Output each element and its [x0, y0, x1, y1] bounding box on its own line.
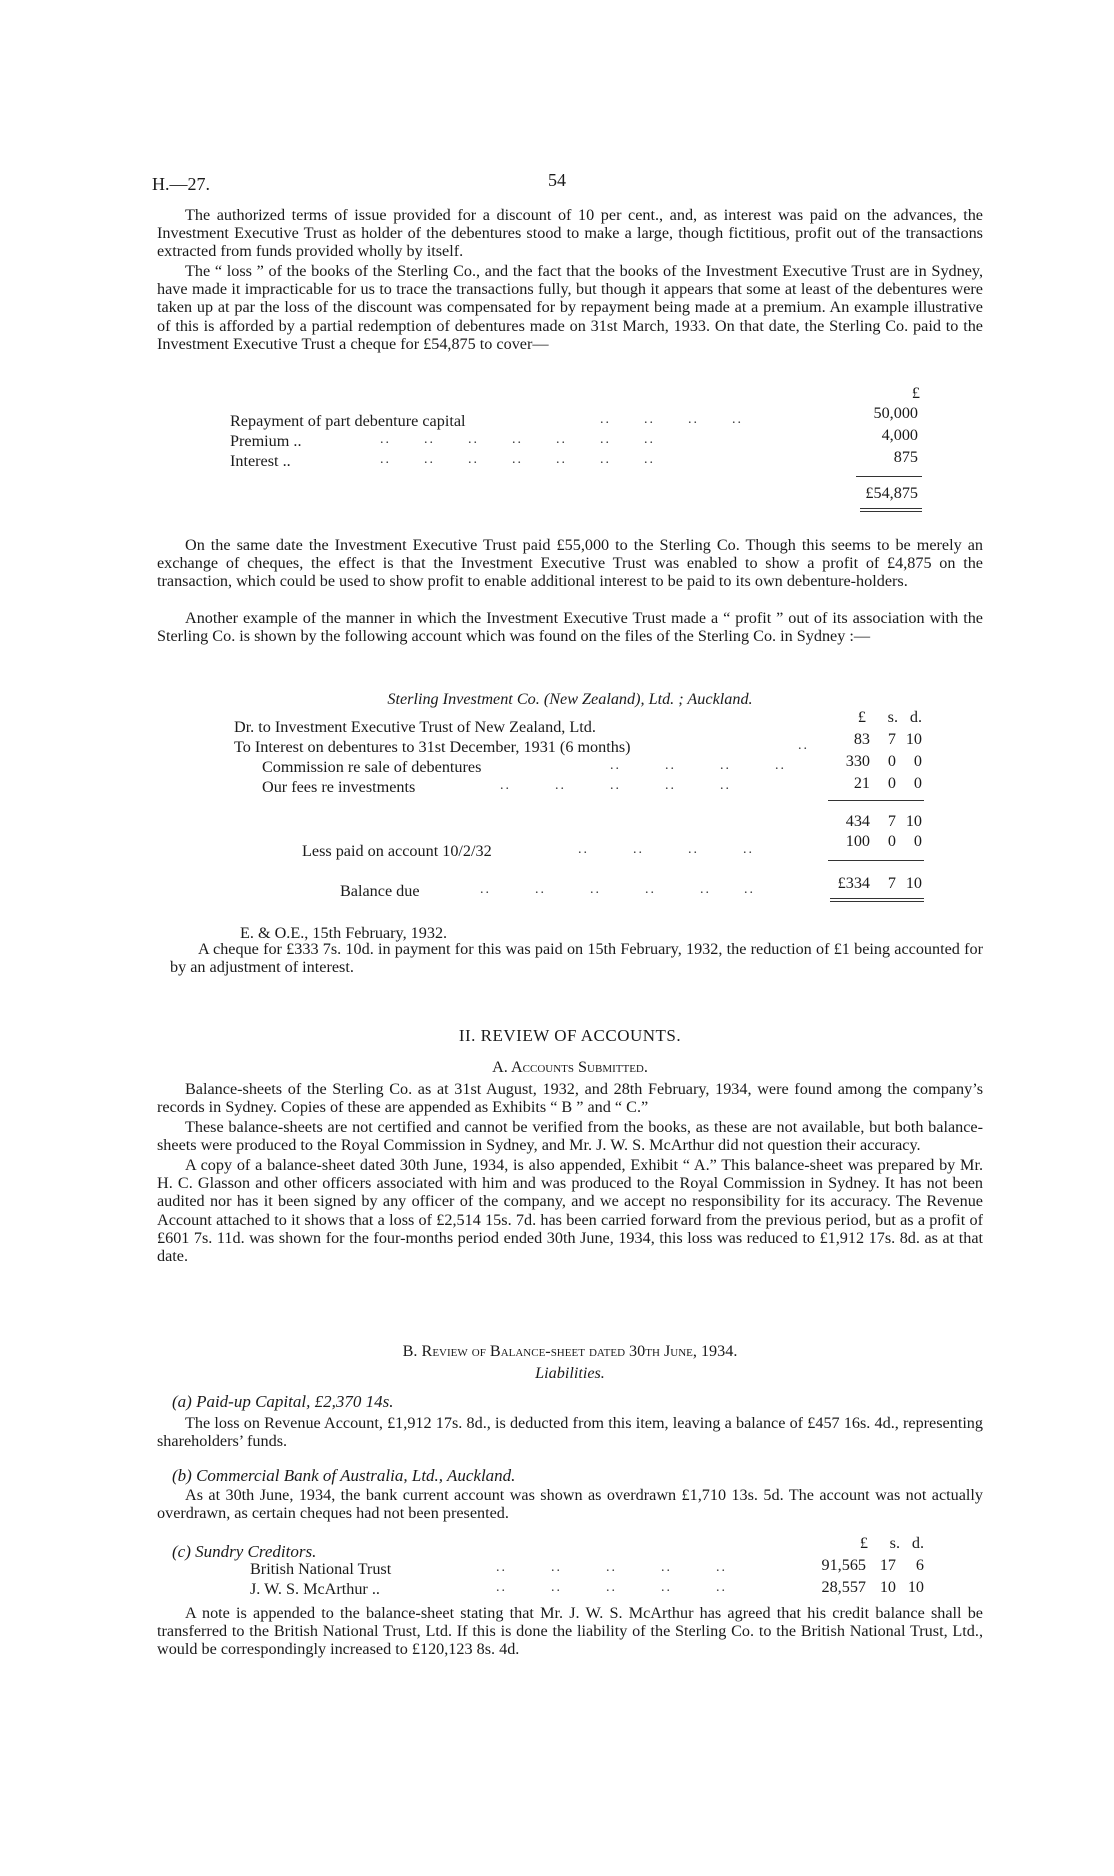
less-paid-label: Less paid on account 10/2/32 [302, 842, 492, 860]
account-row-label: To Interest on debentures to 31st December, 1931 (6 months) [234, 738, 631, 756]
balance-due-pounds: £334 [837, 874, 870, 892]
account-row-shillings: 0 [887, 774, 896, 792]
account-row-pounds: 21 [853, 774, 870, 792]
col-header-shillings: s. [887, 708, 898, 726]
balance-due-pence: 10 [905, 874, 922, 892]
table-total: £54,875 [865, 484, 918, 502]
creditor-pounds: 91,565 [821, 1556, 866, 1574]
item-a-heading: (a) Paid-up Capital, £2,370 14s. [172, 1392, 394, 1411]
leader-dots: .. .. .. .. .. .. .. [380, 452, 655, 467]
total-double-rule [860, 508, 922, 512]
col-header-pence: d. [909, 708, 922, 726]
paragraph-not-certified: These balance-sheets are not certified and cannot be verified from the books, as these are not available, but both balance-sheets were produced to the Royal Commission in Sydney, and Mr. J. W. S. McArthur did not question their accuracy. [157, 1118, 983, 1155]
account-row-pence: 0 [913, 774, 922, 792]
paragraph-exchange-of-cheques: On the same date the Investment Executive Trust paid £55,000 to the Sterling Co. Though this seems to be merely an exchange of cheques, the effect is that the Investment Executive Trust was enabled to show a profit of £4,875 on the transaction, which could be used to show profit to enable additional interest to be paid to its own debenture-holders. [157, 536, 983, 591]
paragraph-discount: The authorized terms of issue provided for a discount of 10 per cent., and, as interest was paid on the advances, the Investment Executive Trust as holder of the debentures stood to make a large, though fictitious, profit out of the transactions extracted from funds provided wholly by itself. [157, 206, 983, 261]
account-row-label: Commission re sale of debentures [262, 758, 482, 776]
col-header-pounds: £ [859, 1534, 868, 1552]
account-title: Sterling Investment Co. (New Zealand), Ltd. ; Auckland. [387, 690, 753, 708]
creditor-pence: 10 [907, 1578, 924, 1596]
creditor-shillings: 17 [879, 1556, 896, 1574]
account-row-pounds: 330 [845, 752, 870, 770]
creditor-label: J. W. S. McArthur .. [250, 1580, 380, 1598]
creditor-shillings: 10 [879, 1578, 896, 1596]
table-row-amount: 875 [893, 448, 918, 466]
less-paid-pence: 0 [913, 832, 922, 850]
leader-dots: .. .. .. .. .. .. .. [380, 432, 655, 447]
col-header-pounds: £ [857, 708, 866, 726]
leader-dots: .. .. .. .. .. [496, 1580, 727, 1595]
liabilities-heading: Liabilities. [535, 1364, 605, 1382]
subsection-b-title: B. Review of Balance-sheet dated 30th June, 1934. [402, 1342, 738, 1360]
item-c-heading: (c) Sundry Creditors. [172, 1542, 317, 1561]
leader-dots: .. .. .. .. [578, 842, 754, 857]
leader-dots: .. .. .. .. [610, 758, 786, 773]
creditor-label: British National Trust [250, 1560, 392, 1578]
creditor-pence: 6 [915, 1556, 924, 1574]
leader-dots: .. .. .. .. .. [500, 778, 731, 793]
total-double-rule [830, 898, 924, 902]
account-row-shillings: 7 [887, 730, 896, 748]
item-b-heading: (b) Commercial Bank of Australia, Ltd., Auckland. [172, 1466, 516, 1485]
table-row-amount: 50,000 [873, 404, 918, 422]
subtotal-shillings: 7 [887, 812, 896, 830]
subtotal-pence: 10 [905, 812, 922, 830]
paragraph-june-balance-sheet: A copy of a balance-sheet dated 30th June, 1934, is also appended, Exhibit “ A.” This balance-sheet was prepared by Mr. H. C. Glasson and other officers associated with him and was produced to the Royal Commission in Sydney. It has not been audited nor has it been signed by any officer of the company, and we accept no responsibility for its accuracy. The Revenue Account attached to it shows that a loss of £2,514 15s. 7d. has been carried forward from the previous period, but as a profit of £601 7s. 11d. was shown for the four-months period ended 30th June, 1934, this loss was reduced to £1,912 17s. 8d. as at that date. [157, 1156, 983, 1266]
leader-dots: .. [798, 738, 809, 753]
document-code: H.—27. [152, 174, 210, 194]
errors-omissions-line: E. & O.E., 15th February, 1932. [240, 924, 448, 942]
page-number: 54 [548, 170, 566, 190]
table-row-amount: 4,000 [881, 426, 918, 444]
sum-rule [856, 476, 922, 477]
paragraph-another-example: Another example of the manner in which the Investment Executive Trust made a “ profit ” out of its association with the Sterling Co. is shown by the following account which was found on the files of the Sterling Co. in Sydney :— [157, 609, 983, 646]
account-row-pence: 10 [905, 730, 922, 748]
paragraph-loss-of-books: The “ loss ” of the books of the Sterling Co., and the fact that the books of the Investment Executive Trust are in Sydney, have made it impracticable for us to trace the transactions fully, but though it appears that some at least of the debentures were taken up at par the loss of the discount was compensated for by repayment being made at a premium. An example illustrative of this is afforded by a partial redemption of debentures made on 31st March, 1933. On that date, the Sterling Co. paid to the Investment Executive Trust a cheque for £54,875 to cover— [157, 262, 983, 353]
account-row-pounds: 83 [853, 730, 870, 748]
paragraph-creditor-note: A note is appended to the balance-sheet stating that Mr. J. W. S. McArthur has agreed that his credit balance shall be transferred to the British National Trust, Ltd. If this is done the liability of the Sterling Co. to the British National Trust, Ltd., would be correspondingly increased to £120,123 8s. 4d. [157, 1604, 983, 1659]
leader-dots: .. .. .. .. .. [496, 1560, 727, 1575]
sum-rule [828, 860, 924, 861]
col-header-shillings: s. [889, 1534, 900, 1552]
table-row-label: Repayment of part debenture capital [230, 412, 466, 430]
account-dr-line: Dr. to Investment Executive Trust of New Zealand, Ltd. [234, 718, 596, 736]
leader-dots: .. .. .. .. [600, 412, 743, 427]
less-paid-shillings: 0 [887, 832, 896, 850]
table-row-label: Premium .. [230, 432, 302, 450]
account-row-label: Our fees re investments [262, 778, 416, 796]
paragraph-balance-sheets-found: Balance-sheets of the Sterling Co. as at 31st August, 1932, and 28th February, 1934, were found among the company’s records in Sydney. Copies of these are appended as Exhibits “ B ” and “ C.” [157, 1080, 983, 1117]
creditor-pounds: 28,557 [821, 1578, 866, 1596]
subsection-a-title: A. Accounts Submitted. [492, 1058, 648, 1076]
paragraph-paid-up-capital: The loss on Revenue Account, £1,912 17s. 8d., is deducted from this item, leaving a balance of £457 16s. 4d., representing shareholders’ funds. [157, 1414, 983, 1451]
paragraph-cheque-payment: A cheque for £333 7s. 10d. in payment for this was paid on 15th February, 1932, the reduction of £1 being accounted for by an adjustment of interest. [170, 940, 983, 977]
account-row-pence: 0 [913, 752, 922, 770]
currency-header: £ [911, 384, 920, 402]
balance-due-shillings: 7 [887, 874, 896, 892]
balance-due-label: Balance due [340, 882, 420, 900]
subtotal-pounds: 434 [845, 812, 870, 830]
sum-rule [828, 800, 924, 801]
leader-dots: .. .. .. .. .. .. [480, 882, 755, 897]
table-row-label: Interest .. [230, 452, 291, 470]
account-row-shillings: 0 [887, 752, 896, 770]
col-header-pence: d. [911, 1534, 924, 1552]
paragraph-bank-account: As at 30th June, 1934, the bank current account was shown as overdrawn £1,710 13s. 5d. The account was not actually overdrawn, as certain cheques had not been presented. [157, 1486, 983, 1523]
section-title: II. REVIEW OF ACCOUNTS. [458, 1026, 682, 1045]
less-paid-pounds: 100 [845, 832, 870, 850]
